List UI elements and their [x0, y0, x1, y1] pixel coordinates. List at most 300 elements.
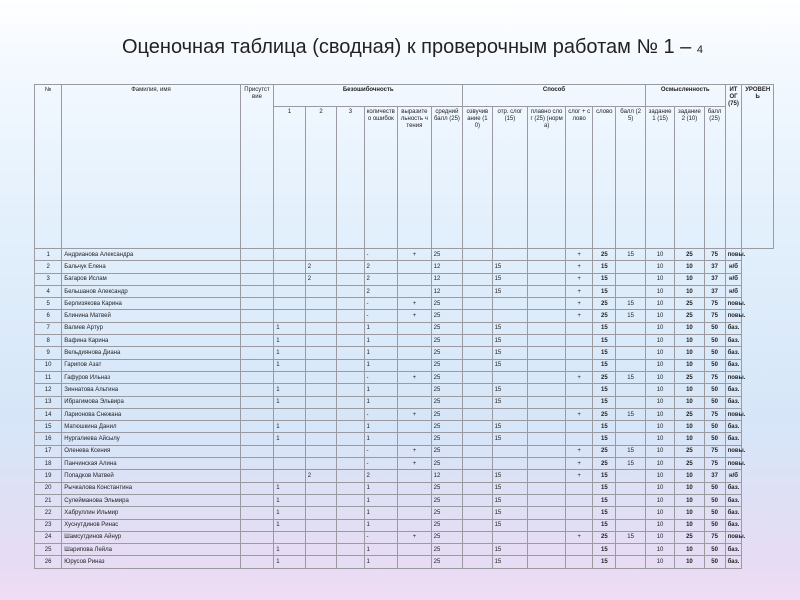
- score-cell: [566, 396, 593, 408]
- score-cell: [463, 482, 492, 494]
- score-cell: [492, 408, 528, 420]
- score-cell: 10: [645, 408, 674, 420]
- score-cell: [398, 470, 432, 482]
- score-cell: н/б: [725, 261, 742, 273]
- score-cell: 10: [675, 507, 704, 519]
- score-cell: 10: [645, 519, 674, 531]
- score-cell: 10: [645, 384, 674, 396]
- row-number: 18: [35, 458, 62, 470]
- score-cell: 1: [364, 384, 398, 396]
- score-cell: баз.: [725, 335, 742, 347]
- score-cell: баз.: [725, 507, 742, 519]
- score-cell: +: [398, 298, 432, 310]
- score-cell: [463, 285, 492, 297]
- score-cell: 25: [675, 531, 704, 543]
- score-cell: 25: [593, 249, 616, 261]
- score-cell: 10: [645, 285, 674, 297]
- student-name: Юрусов Риназ: [62, 556, 240, 568]
- score-cell: 15: [593, 494, 616, 506]
- table-row: [35, 556, 774, 568]
- student-name: Блинина Матвей: [62, 310, 240, 322]
- score-cell: повы.: [725, 408, 742, 420]
- score-cell: [566, 482, 593, 494]
- score-cell: 1: [274, 322, 305, 334]
- score-cell: 10: [675, 421, 704, 433]
- score-cell: [616, 482, 645, 494]
- score-cell: [337, 396, 364, 408]
- score-cell: [337, 433, 364, 445]
- score-cell: [337, 445, 364, 457]
- score-cell: [240, 359, 274, 371]
- score-cell: 12: [431, 285, 463, 297]
- score-cell: 15: [492, 470, 528, 482]
- score-cell: [566, 544, 593, 556]
- score-cell: 10: [675, 519, 704, 531]
- score-cell: 1: [274, 359, 305, 371]
- score-cell: [240, 298, 274, 310]
- score-cell: 50: [704, 347, 725, 359]
- score-cell: 15: [492, 261, 528, 273]
- score-cell: [528, 347, 566, 359]
- student-name: Бельшанов Александр: [62, 285, 240, 297]
- score-cell: -: [364, 298, 398, 310]
- score-cell: [337, 544, 364, 556]
- score-cell: 10: [645, 335, 674, 347]
- score-cell: +: [398, 371, 432, 383]
- score-cell: 15: [616, 408, 645, 420]
- score-cell: 50: [704, 433, 725, 445]
- score-cell: 10: [645, 371, 674, 383]
- student-name: Оленева Ксения: [62, 445, 240, 457]
- score-cell: [528, 249, 566, 261]
- row-number: 1: [35, 249, 62, 261]
- score-cell: [616, 494, 645, 506]
- score-cell: 10: [675, 359, 704, 371]
- score-cell: [463, 494, 492, 506]
- score-cell: 15: [593, 421, 616, 433]
- score-cell: [240, 556, 274, 568]
- score-cell: [305, 519, 336, 531]
- score-cell: [566, 359, 593, 371]
- score-cell: [566, 433, 593, 445]
- student-name: Хуснутдинов Ринас: [62, 519, 240, 531]
- score-cell: [463, 371, 492, 383]
- score-cell: [528, 359, 566, 371]
- score-cell: 25: [675, 371, 704, 383]
- score-cell: [274, 249, 305, 261]
- student-name: Гафуров Ильназ: [62, 371, 240, 383]
- score-cell: 2: [305, 470, 336, 482]
- score-cell: -: [364, 371, 398, 383]
- score-cell: 25: [431, 556, 463, 568]
- page-title: [122, 36, 703, 59]
- score-cell: повы.: [725, 298, 742, 310]
- score-cell: +: [566, 445, 593, 457]
- header-total: ИТОГ (75): [725, 85, 742, 249]
- score-cell: [274, 458, 305, 470]
- score-cell: [337, 507, 364, 519]
- score-cell: [463, 298, 492, 310]
- score-cell: [305, 556, 336, 568]
- row-number: 8: [35, 335, 62, 347]
- row-number: 9: [35, 347, 62, 359]
- score-cell: [240, 531, 274, 543]
- score-cell: 10: [675, 285, 704, 297]
- score-cell: 10: [645, 421, 674, 433]
- student-name: Ибрагимова Эльвира: [62, 396, 240, 408]
- score-cell: [398, 273, 432, 285]
- header-sub-0: 1: [274, 107, 305, 249]
- score-cell: 10: [675, 494, 704, 506]
- table-row: [35, 298, 774, 310]
- score-cell: 1: [364, 544, 398, 556]
- score-cell: -: [364, 445, 398, 457]
- score-cell: [566, 322, 593, 334]
- score-cell: [528, 433, 566, 445]
- header-present: Присутствие: [240, 85, 274, 249]
- score-cell: [240, 482, 274, 494]
- score-cell: [398, 335, 432, 347]
- student-name: Андрианова Александра: [62, 249, 240, 261]
- score-cell: 15: [593, 347, 616, 359]
- score-cell: 10: [645, 445, 674, 457]
- score-cell: 15: [593, 556, 616, 568]
- score-cell: [337, 494, 364, 506]
- score-cell: 25: [675, 310, 704, 322]
- score-cell: [305, 408, 336, 420]
- student-name: Попадков Матвей: [62, 470, 240, 482]
- header-sub-14: балл (25): [704, 107, 725, 249]
- score-cell: [463, 273, 492, 285]
- score-cell: 1: [274, 347, 305, 359]
- score-cell: [616, 507, 645, 519]
- row-number: 5: [35, 298, 62, 310]
- score-cell: [616, 470, 645, 482]
- score-cell: [305, 494, 336, 506]
- score-cell: [305, 347, 336, 359]
- score-cell: [463, 421, 492, 433]
- score-cell: [240, 494, 274, 506]
- score-cell: [337, 347, 364, 359]
- score-cell: [240, 507, 274, 519]
- score-cell: [528, 507, 566, 519]
- score-cell: [305, 445, 336, 457]
- score-cell: [274, 285, 305, 297]
- score-cell: [492, 531, 528, 543]
- score-cell: [463, 359, 492, 371]
- score-cell: [463, 249, 492, 261]
- score-cell: [616, 335, 645, 347]
- summary-table: [34, 84, 774, 569]
- table-row: [35, 470, 774, 482]
- score-cell: 25: [675, 408, 704, 420]
- table-row: [35, 519, 774, 531]
- score-cell: [616, 433, 645, 445]
- score-cell: 75: [704, 531, 725, 543]
- score-cell: [398, 322, 432, 334]
- header-sub-5: средний балл (25): [431, 107, 463, 249]
- student-name: Нургалиева Айсылу: [62, 433, 240, 445]
- score-cell: 1: [364, 494, 398, 506]
- score-cell: 1: [364, 347, 398, 359]
- table-row: [35, 396, 774, 408]
- score-cell: [305, 384, 336, 396]
- score-cell: 1: [364, 421, 398, 433]
- score-cell: [337, 335, 364, 347]
- score-cell: +: [398, 408, 432, 420]
- score-cell: 10: [645, 359, 674, 371]
- score-cell: 37: [704, 261, 725, 273]
- header-group-accuracy: Безошибочность: [274, 85, 463, 107]
- score-cell: [463, 458, 492, 470]
- score-cell: [616, 421, 645, 433]
- score-cell: [398, 507, 432, 519]
- score-cell: 37: [704, 285, 725, 297]
- table-row: [35, 458, 774, 470]
- score-cell: +: [566, 408, 593, 420]
- score-cell: 15: [616, 531, 645, 543]
- header-num: №: [35, 85, 62, 249]
- score-cell: [398, 556, 432, 568]
- score-cell: [463, 519, 492, 531]
- score-cell: +: [566, 298, 593, 310]
- score-cell: [528, 531, 566, 543]
- score-cell: [528, 519, 566, 531]
- table-row: [35, 261, 774, 273]
- score-cell: 25: [593, 531, 616, 543]
- score-cell: [463, 322, 492, 334]
- score-cell: 15: [616, 249, 645, 261]
- score-cell: 25: [431, 531, 463, 543]
- score-cell: [528, 384, 566, 396]
- score-cell: 15: [492, 335, 528, 347]
- score-cell: 2: [364, 261, 398, 273]
- score-cell: [305, 285, 336, 297]
- score-cell: баз.: [725, 384, 742, 396]
- score-cell: [398, 494, 432, 506]
- table-row: [35, 384, 774, 396]
- row-number: 13: [35, 396, 62, 408]
- score-cell: 25: [431, 322, 463, 334]
- title-pages: 4: [696, 44, 703, 56]
- student-name: Гарипов Азат: [62, 359, 240, 371]
- score-cell: 50: [704, 556, 725, 568]
- row-number: 16: [35, 433, 62, 445]
- score-cell: -: [364, 249, 398, 261]
- score-cell: [305, 396, 336, 408]
- score-cell: +: [398, 458, 432, 470]
- score-cell: [463, 396, 492, 408]
- score-cell: +: [566, 470, 593, 482]
- score-cell: повы.: [725, 371, 742, 383]
- student-name: Сулейманова Эльмира: [62, 494, 240, 506]
- score-cell: [337, 249, 364, 261]
- score-cell: 10: [645, 298, 674, 310]
- score-cell: -: [364, 531, 398, 543]
- score-cell: 1: [274, 421, 305, 433]
- score-cell: [240, 458, 274, 470]
- score-cell: 1: [274, 482, 305, 494]
- score-cell: 2: [364, 285, 398, 297]
- header-sub-4: выразительность чтения: [398, 107, 432, 249]
- score-cell: 75: [704, 298, 725, 310]
- score-cell: [616, 544, 645, 556]
- score-cell: 15: [492, 396, 528, 408]
- score-cell: [337, 273, 364, 285]
- score-cell: 10: [645, 396, 674, 408]
- score-cell: 15: [593, 507, 616, 519]
- score-cell: 10: [645, 470, 674, 482]
- score-cell: 10: [645, 458, 674, 470]
- score-cell: 25: [431, 384, 463, 396]
- score-cell: 10: [645, 433, 674, 445]
- score-cell: [398, 421, 432, 433]
- score-cell: [616, 396, 645, 408]
- score-cell: 25: [675, 298, 704, 310]
- score-cell: [305, 421, 336, 433]
- table-row: [35, 310, 774, 322]
- score-cell: 50: [704, 482, 725, 494]
- score-cell: н/б: [725, 273, 742, 285]
- score-cell: [492, 371, 528, 383]
- score-cell: н/б: [725, 285, 742, 297]
- score-cell: [492, 458, 528, 470]
- score-cell: [528, 335, 566, 347]
- header-sub-1: 2: [305, 107, 336, 249]
- score-cell: [398, 261, 432, 273]
- score-cell: -: [364, 458, 398, 470]
- score-cell: [274, 371, 305, 383]
- score-cell: +: [566, 273, 593, 285]
- score-cell: [398, 519, 432, 531]
- score-cell: 10: [675, 322, 704, 334]
- score-cell: [240, 396, 274, 408]
- score-cell: 1: [364, 335, 398, 347]
- score-cell: [305, 544, 336, 556]
- score-cell: +: [398, 531, 432, 543]
- score-cell: [337, 408, 364, 420]
- score-cell: [566, 384, 593, 396]
- score-cell: 15: [593, 482, 616, 494]
- score-cell: 1: [364, 433, 398, 445]
- score-cell: 15: [593, 359, 616, 371]
- row-number: 6: [35, 310, 62, 322]
- score-cell: [463, 445, 492, 457]
- score-cell: [463, 384, 492, 396]
- score-cell: [566, 421, 593, 433]
- score-cell: [492, 310, 528, 322]
- score-cell: 15: [593, 261, 616, 273]
- score-cell: [528, 470, 566, 482]
- student-name: Матюшкина Данил: [62, 421, 240, 433]
- score-cell: [337, 458, 364, 470]
- score-cell: [337, 310, 364, 322]
- score-cell: 15: [616, 371, 645, 383]
- score-cell: [398, 396, 432, 408]
- score-cell: 50: [704, 335, 725, 347]
- student-name: Рычкалова Константина: [62, 482, 240, 494]
- score-cell: 25: [593, 298, 616, 310]
- score-cell: 10: [675, 261, 704, 273]
- score-cell: [240, 347, 274, 359]
- score-cell: 50: [704, 544, 725, 556]
- header-sub-8: плавно слог (25) (норма): [528, 107, 566, 249]
- score-cell: 50: [704, 322, 725, 334]
- row-number: 21: [35, 494, 62, 506]
- score-cell: [305, 507, 336, 519]
- score-cell: 15: [593, 470, 616, 482]
- score-cell: 15: [593, 335, 616, 347]
- score-cell: [398, 359, 432, 371]
- score-cell: [463, 261, 492, 273]
- score-cell: [616, 359, 645, 371]
- score-cell: повы.: [725, 458, 742, 470]
- score-cell: 1: [364, 482, 398, 494]
- score-cell: -: [364, 408, 398, 420]
- score-cell: [337, 556, 364, 568]
- score-cell: 15: [492, 556, 528, 568]
- row-number: 20: [35, 482, 62, 494]
- score-cell: 25: [431, 544, 463, 556]
- score-cell: -: [364, 310, 398, 322]
- score-cell: 25: [431, 359, 463, 371]
- score-cell: 10: [645, 322, 674, 334]
- score-cell: [528, 458, 566, 470]
- score-cell: [240, 433, 274, 445]
- score-cell: 10: [645, 494, 674, 506]
- score-cell: баз.: [725, 556, 742, 568]
- student-name: Панчинская Алина: [62, 458, 240, 470]
- score-cell: 10: [645, 261, 674, 273]
- score-cell: 2: [305, 261, 336, 273]
- score-cell: 12: [431, 470, 463, 482]
- score-cell: 10: [675, 482, 704, 494]
- score-cell: [566, 519, 593, 531]
- score-cell: +: [566, 285, 593, 297]
- score-cell: 15: [616, 298, 645, 310]
- score-cell: [337, 359, 364, 371]
- score-cell: [463, 531, 492, 543]
- score-cell: баз.: [725, 494, 742, 506]
- score-cell: 50: [704, 494, 725, 506]
- score-cell: [566, 507, 593, 519]
- score-cell: [274, 531, 305, 543]
- score-cell: повы.: [725, 310, 742, 322]
- row-number: 22: [35, 507, 62, 519]
- score-cell: 75: [704, 249, 725, 261]
- score-cell: 25: [593, 371, 616, 383]
- header-sub-3: количество ошибок: [364, 107, 398, 249]
- score-cell: [616, 261, 645, 273]
- table-row: [35, 544, 774, 556]
- score-cell: 10: [675, 396, 704, 408]
- score-cell: [463, 408, 492, 420]
- score-cell: 15: [593, 273, 616, 285]
- header-level: УРОВЕНЬ: [742, 85, 774, 249]
- score-cell: 1: [274, 335, 305, 347]
- score-cell: [305, 335, 336, 347]
- score-cell: 10: [675, 335, 704, 347]
- score-cell: [566, 347, 593, 359]
- score-cell: [398, 544, 432, 556]
- score-cell: [616, 322, 645, 334]
- row-number: 2: [35, 261, 62, 273]
- score-cell: [337, 322, 364, 334]
- table-row: [35, 445, 774, 457]
- header-group-method: Способ: [463, 85, 646, 107]
- score-cell: 10: [645, 347, 674, 359]
- student-name: Вельдиянова Диана: [62, 347, 240, 359]
